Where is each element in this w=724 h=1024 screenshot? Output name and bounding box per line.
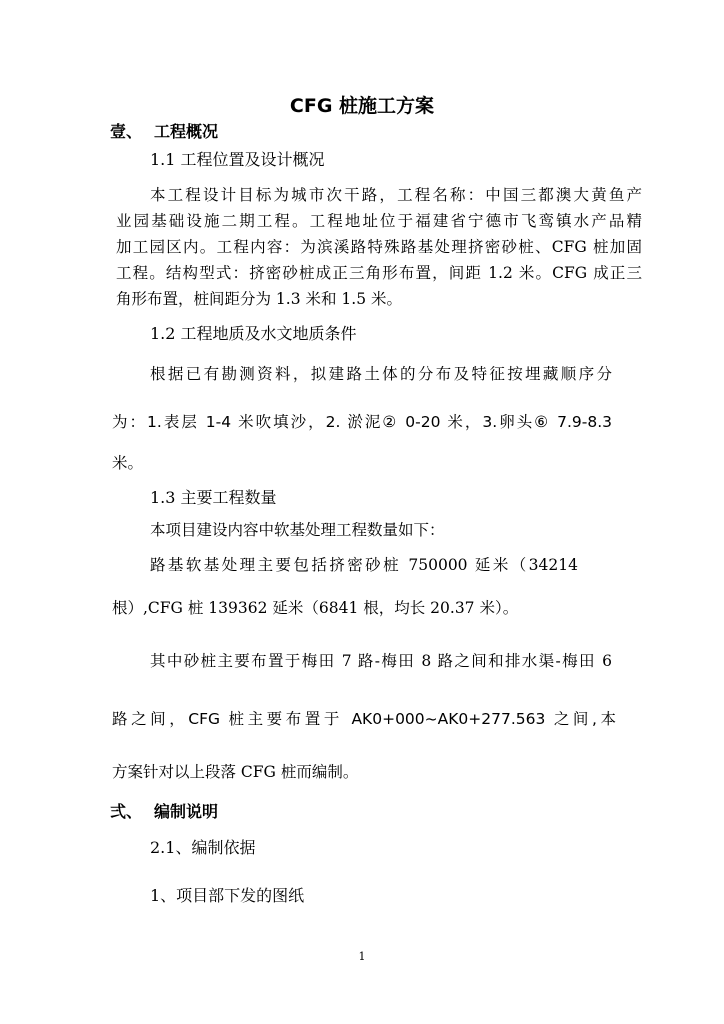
- section-number: 弍、: [110, 802, 143, 821]
- paragraph-line: 角形布置，桩间距分为 1.3 米和 1.5 米。: [116, 290, 403, 308]
- list-item: 1、项目部下发的图纸: [150, 886, 305, 905]
- paragraph-line: 米。: [112, 454, 144, 472]
- subsection-heading: 1.2 工程地质及水文地质条件: [150, 324, 357, 343]
- paragraph-line: 本项目建设内容中软基处理工程数量如下：: [150, 521, 445, 539]
- section-title: 编制说明: [154, 802, 219, 821]
- paragraph-line: 工程。结构型式：挤密砂桩成正三角形布置，间距 1.2 米。CFG 成正三: [116, 264, 642, 282]
- subsection-heading: 2.1、编制依据: [150, 838, 256, 857]
- paragraph-line: 路基软基处理主要包括挤密砂桩 750000 延米（34214: [150, 556, 578, 574]
- paragraph-line: 其中砂桩主要布置于梅田 7 路-梅田 8 路之间和排水渠-梅田 6: [150, 652, 612, 670]
- section-heading-1: [110, 122, 218, 142]
- paragraph-line: 方案针对以上段落 CFG 桩而编制。: [112, 763, 359, 781]
- paragraph-line: 加工园区内。工程内容：为滨溪路特殊路基处理挤密砂桩、CFG 桩加固: [116, 238, 642, 256]
- page-number: 1: [358, 950, 366, 963]
- paragraph-line: 路之间，CFG 桩主要布置于 AK0+000~AK0+277.563 之间,本: [112, 710, 616, 728]
- paragraph-line: 根）,CFG 桩 139362 延米（6841 根，均长 20.37 米）。: [112, 599, 519, 617]
- paragraph-line: 根据已有勘测资料，拟建路土体的分布及特征按埋藏顺序分: [150, 365, 612, 383]
- paragraph-line: 为：1.表层 1-4 米吹填沙，2. 淤泥② 0-20 米，3.卵头⑥ 7.9-8.3: [112, 413, 612, 431]
- subsection-heading: 1.1 工程位置及设计概况: [150, 150, 325, 169]
- section-title: 工程概况: [154, 122, 219, 141]
- subsection-heading: 1.3 主要工程数量: [150, 488, 277, 507]
- document-title: CFG 桩施工方案: [289, 95, 435, 117]
- paragraph-line: 本工程设计目标为城市次干路，工程名称：中国三都澳大黄鱼产: [150, 186, 642, 204]
- section-number: 壹、: [110, 122, 143, 141]
- section-heading-2: [110, 802, 218, 822]
- paragraph-line: 业园基础设施二期工程。工程地址位于福建省宁德市飞鸾镇水产品精: [116, 212, 642, 230]
